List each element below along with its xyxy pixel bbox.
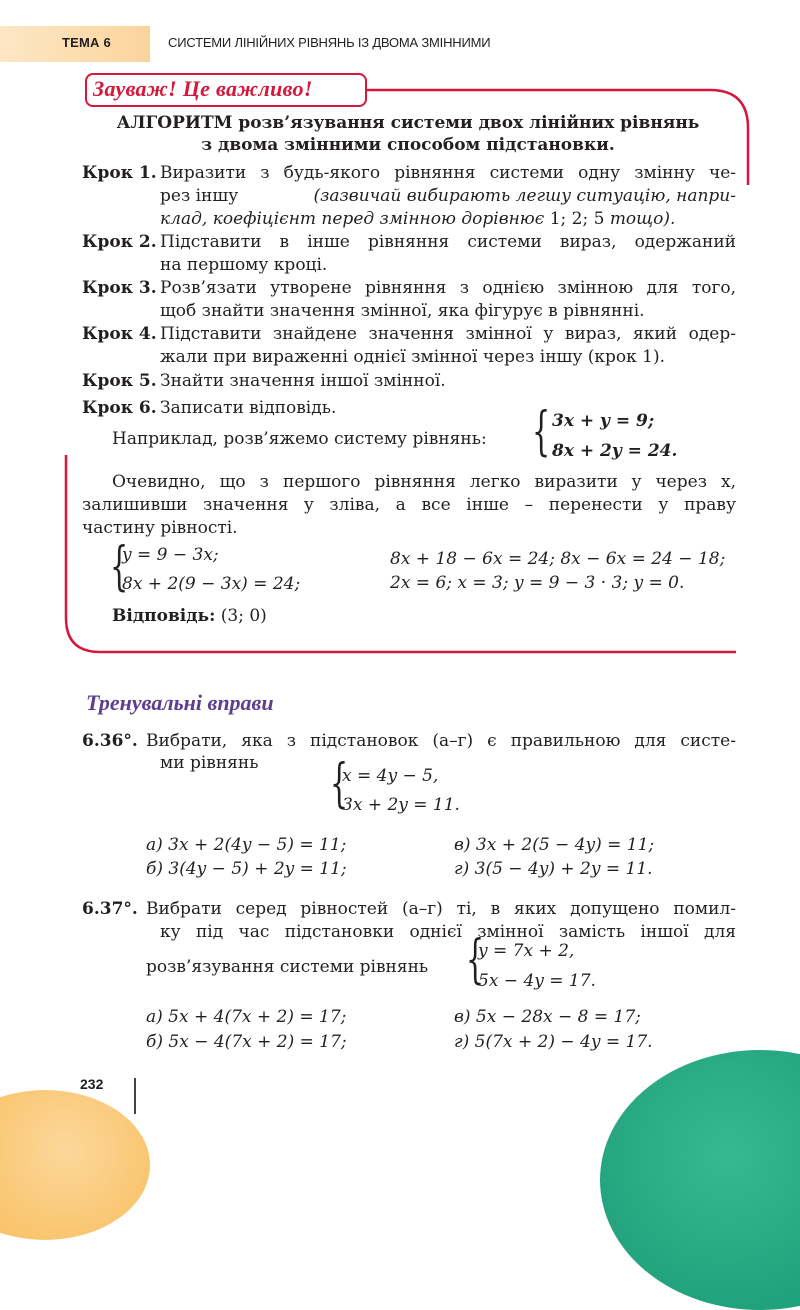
page-number: 232 [80, 1076, 104, 1092]
exercise-636-line2: ми рівнянь [160, 753, 259, 773]
step-1-line3-a: клад, коефіцієнт перед змінною дорівнює [160, 209, 545, 229]
exercise-637-option-v: в) 5x − 28x − 8 = 17; [454, 1007, 641, 1027]
step-1-line3-c: тощо). [609, 209, 676, 229]
exercise-637-option-a: а) 5x + 4(7x + 2) = 17; [146, 1007, 347, 1027]
step-1-label: Крок 1. [82, 163, 157, 183]
algorithm-title-line1: АЛГОРИТМ розв’язування системи двох лінійних рівнянь [116, 113, 700, 133]
answer-label: Відповідь: [112, 606, 216, 626]
answer [112, 605, 267, 628]
page-number-divider [134, 1078, 136, 1114]
exercise-637-number: 6.37°. [82, 899, 138, 919]
example-system-brace: { [532, 402, 551, 462]
note-title: Зауваж! Це важливо! [93, 76, 313, 101]
exercise-637-line2: ку під час підстановки однієї змінної замість іншої для [160, 922, 736, 942]
step-1-line3-b: 1; 2; 5 [549, 209, 605, 229]
example-paragraph-line3: частину рівності. [82, 518, 238, 538]
step-1-line2 [160, 185, 736, 208]
decorative-teal-blob [600, 1050, 800, 1310]
exercise-637-eq1: y = 7x + 2, [478, 941, 575, 961]
step-2-line1: Підставити в інше рівняння системи вираз, одержаний [160, 232, 736, 252]
step-5-line1: Знайти значення іншої змінної. [160, 371, 446, 391]
calc-line2: 2x = 6; x = 3; y = 9 − 3 · 3; y = 0. [390, 573, 685, 593]
decorative-yellow-blob [0, 1090, 150, 1240]
example-paragraph-line1: Очевидно, що з першого рівняння легко виразити y через x, [112, 472, 736, 492]
step-1-line2-b: (зазвичай вибирають легшу ситуацію, напри- [313, 186, 736, 206]
substitution-eq1: y = 9 − 3x; [122, 545, 219, 565]
step-4-label: Крок 4. [82, 324, 157, 344]
step-3-line1: Розв’язати утворене рівняння з однією змінною для того, [160, 278, 736, 298]
step-5-label: Крок 5. [82, 371, 157, 391]
step-2-line2: на першому кроці. [160, 255, 328, 275]
exercise-636-eq2: 3x + 2y = 11. [342, 795, 460, 815]
step-4-line2: жали при вираженні однієї змінної через іншу (крок 1). [160, 347, 666, 367]
exercise-636-brace: { [330, 754, 349, 814]
step-2-label: Крок 2. [82, 232, 157, 252]
exercise-637-line3: розв’язування системи рівнянь [146, 957, 429, 977]
exercise-637-brace: { [466, 930, 485, 990]
example-intro: Наприклад, розв’яжемо систему рівнянь: [112, 429, 487, 449]
header-title: СИСТЕМИ ЛІНІЙНИХ РІВНЯНЬ ІЗ ДВОМА ЗМІННИМИ [168, 35, 491, 50]
exercise-637-option-g: г) 5(7x + 2) − 4y = 17. [454, 1032, 653, 1052]
exercise-637-eq2: 5x − 4y = 17. [478, 971, 596, 991]
step-1-line1: Виразити з будь-якого рівняння системи одну змінну че- [160, 163, 736, 183]
step-3-line2: щоб знайти значення змінної, яка фігурує в рівнянні. [160, 301, 645, 321]
exercise-636-line1: Вибрати, яка з підстановок (а–г) є правильною для систе- [146, 731, 736, 751]
step-1-line2-a: рез іншу [160, 186, 239, 206]
exercise-637-option-b: б) 5x − 4(7x + 2) = 17; [146, 1032, 347, 1052]
training-title: Тренувальні вправи [86, 690, 274, 715]
example-system-eq1: 3x + y = 9; [552, 411, 655, 431]
exercise-637-line1: Вибрати серед рівностей (а–г) ті, в яких допущено помил- [146, 899, 736, 919]
example-paragraph-line2: залишивши значення y зліва, а все інше – перенести у праву [82, 495, 736, 515]
answer-value: (3; 0) [220, 606, 267, 626]
step-1-line3 [160, 208, 675, 231]
example-system-eq2: 8x + 2y = 24. [552, 441, 678, 461]
exercise-636-option-b: б) 3(4y − 5) + 2y = 11; [146, 859, 347, 879]
substitution-eq2: 8x + 2(9 − 3x) = 24; [122, 574, 301, 594]
step-6-label: Крок 6. [82, 398, 157, 418]
algorithm-title-line2: з двома змінними способом підстановки. [201, 135, 615, 155]
header-tema: ТЕМА 6 [62, 35, 111, 50]
exercise-636-eq1: x = 4y − 5, [342, 766, 439, 786]
exercise-636-option-v: в) 3x + 2(5 − 4y) = 11; [454, 835, 655, 855]
step-4-line1: Підставити знайдене значення змінної у вираз, який одер- [160, 324, 736, 344]
step-6-line1: Записати відповідь. [160, 398, 337, 418]
step-3-label: Крок 3. [82, 278, 157, 298]
exercise-636-option-a: а) 3x + 2(4y − 5) = 11; [146, 835, 347, 855]
substitution-brace: { [110, 537, 129, 597]
calc-line1: 8x + 18 − 6x = 24; 8x − 6x = 24 − 18; [390, 549, 726, 569]
exercise-636-number: 6.36°. [82, 731, 138, 751]
exercise-636-option-g: г) 3(5 − 4y) + 2y = 11. [454, 859, 653, 879]
